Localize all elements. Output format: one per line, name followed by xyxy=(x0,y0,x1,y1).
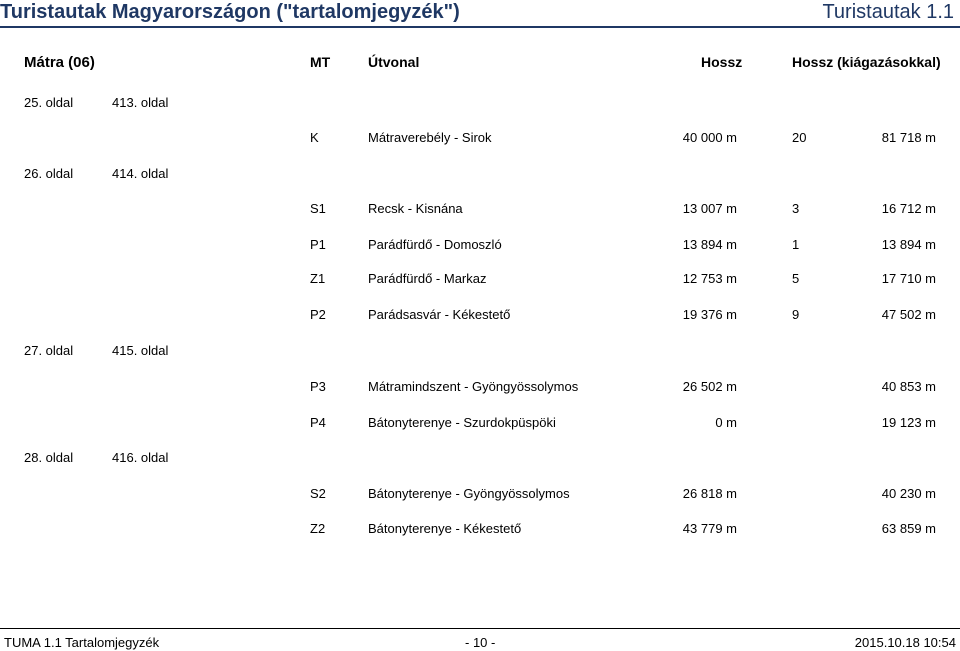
route-length: 26 502 m xyxy=(682,379,737,394)
map-page-ref: 414. oldal xyxy=(112,166,169,181)
map-page-ref: 413. oldal xyxy=(112,95,169,110)
table-row xyxy=(0,201,960,219)
route-name: Bátonyterenye - Gyöngyössolymos xyxy=(368,486,570,501)
route-length: 13 894 m xyxy=(682,237,737,252)
total-length: 47 502 m xyxy=(881,307,936,322)
table-row xyxy=(0,379,960,397)
footer-document-name: TUMA 1.1 Tartalomjegyzék xyxy=(4,635,160,650)
branch-count: 20 xyxy=(792,130,807,145)
route-length: 0 m xyxy=(715,415,737,430)
document-header xyxy=(0,0,960,26)
route-name: Mátraverebély - Sirok xyxy=(368,130,492,145)
total-length: 13 894 m xyxy=(881,237,936,252)
route-code: P4 xyxy=(310,415,326,430)
branch-count: 5 xyxy=(792,271,800,286)
route-code: P1 xyxy=(310,237,326,252)
footer-timestamp: 2015.10.18 10:54 xyxy=(854,635,956,650)
total-length: 17 710 m xyxy=(881,271,936,286)
document-title: Turistautak Magyarországon ("tartalomjegyzék") xyxy=(0,1,460,23)
route-name: Parádfürdő - Markaz xyxy=(368,271,487,286)
map-page-ref: 416. oldal xyxy=(112,450,169,465)
total-length: 63 859 m xyxy=(881,521,936,536)
route-length: 13 007 m xyxy=(682,201,737,216)
route-code: Z2 xyxy=(310,521,326,536)
document-version-label: Turistautak 1.1 xyxy=(822,1,954,23)
table-row xyxy=(0,415,960,433)
route-length: 19 376 m xyxy=(682,307,737,322)
footer-divider xyxy=(0,628,960,629)
route-name: Mátramindszent - Gyöngyössolymos xyxy=(368,379,579,394)
document-footer xyxy=(0,628,960,651)
route-code: P2 xyxy=(310,307,326,322)
table-row xyxy=(0,271,960,289)
route-name: Parádsasvár - Kékestető xyxy=(368,307,511,322)
total-length: 40 853 m xyxy=(881,379,936,394)
region-heading: Mátra (06) xyxy=(24,54,95,71)
route-length: 12 753 m xyxy=(682,271,737,286)
header-divider xyxy=(0,26,960,28)
route-name: Bátonyterenye - Kékestető xyxy=(368,521,522,536)
table-row xyxy=(0,521,960,539)
column-header-mt: MT xyxy=(310,54,331,70)
route-length: 40 000 m xyxy=(682,130,737,145)
route-name: Bátonyterenye - Szurdokpüspöki xyxy=(368,415,556,430)
page-ref: 26. oldal xyxy=(24,166,74,181)
page-ref: 28. oldal xyxy=(24,450,74,465)
column-header-length: Hossz xyxy=(701,54,743,70)
column-header-route: Útvonal xyxy=(368,54,420,70)
route-name: Parádfürdő - Domoszló xyxy=(368,237,502,252)
total-length: 16 712 m xyxy=(881,201,936,216)
route-length: 26 818 m xyxy=(682,486,737,501)
branch-count: 3 xyxy=(792,201,800,216)
route-code: S1 xyxy=(310,201,326,216)
table-row xyxy=(0,237,960,255)
page-number: - 10 - xyxy=(465,635,496,650)
page-ref: 27. oldal xyxy=(24,343,74,358)
branch-count: 9 xyxy=(792,307,800,322)
route-code: S2 xyxy=(310,486,326,501)
page-ref: 25. oldal xyxy=(24,95,74,110)
map-page-ref: 415. oldal xyxy=(112,343,169,358)
route-code: P3 xyxy=(310,379,326,394)
route-length: 43 779 m xyxy=(682,521,737,536)
total-length: 19 123 m xyxy=(881,415,936,430)
route-code: K xyxy=(310,130,319,145)
section-row xyxy=(0,95,960,113)
table-row xyxy=(0,130,960,148)
table-row xyxy=(0,307,960,325)
route-code: Z1 xyxy=(310,271,326,286)
total-length: 81 718 m xyxy=(881,130,936,145)
section-row xyxy=(0,166,960,184)
column-header-length-branches: Hossz (kiágazásokkal) xyxy=(792,54,941,70)
branch-count: 1 xyxy=(792,237,800,252)
total-length: 40 230 m xyxy=(881,486,936,501)
table-row xyxy=(0,486,960,504)
section-row xyxy=(0,343,960,361)
section-row xyxy=(0,450,960,468)
route-name: Recsk - Kisnána xyxy=(368,201,463,216)
